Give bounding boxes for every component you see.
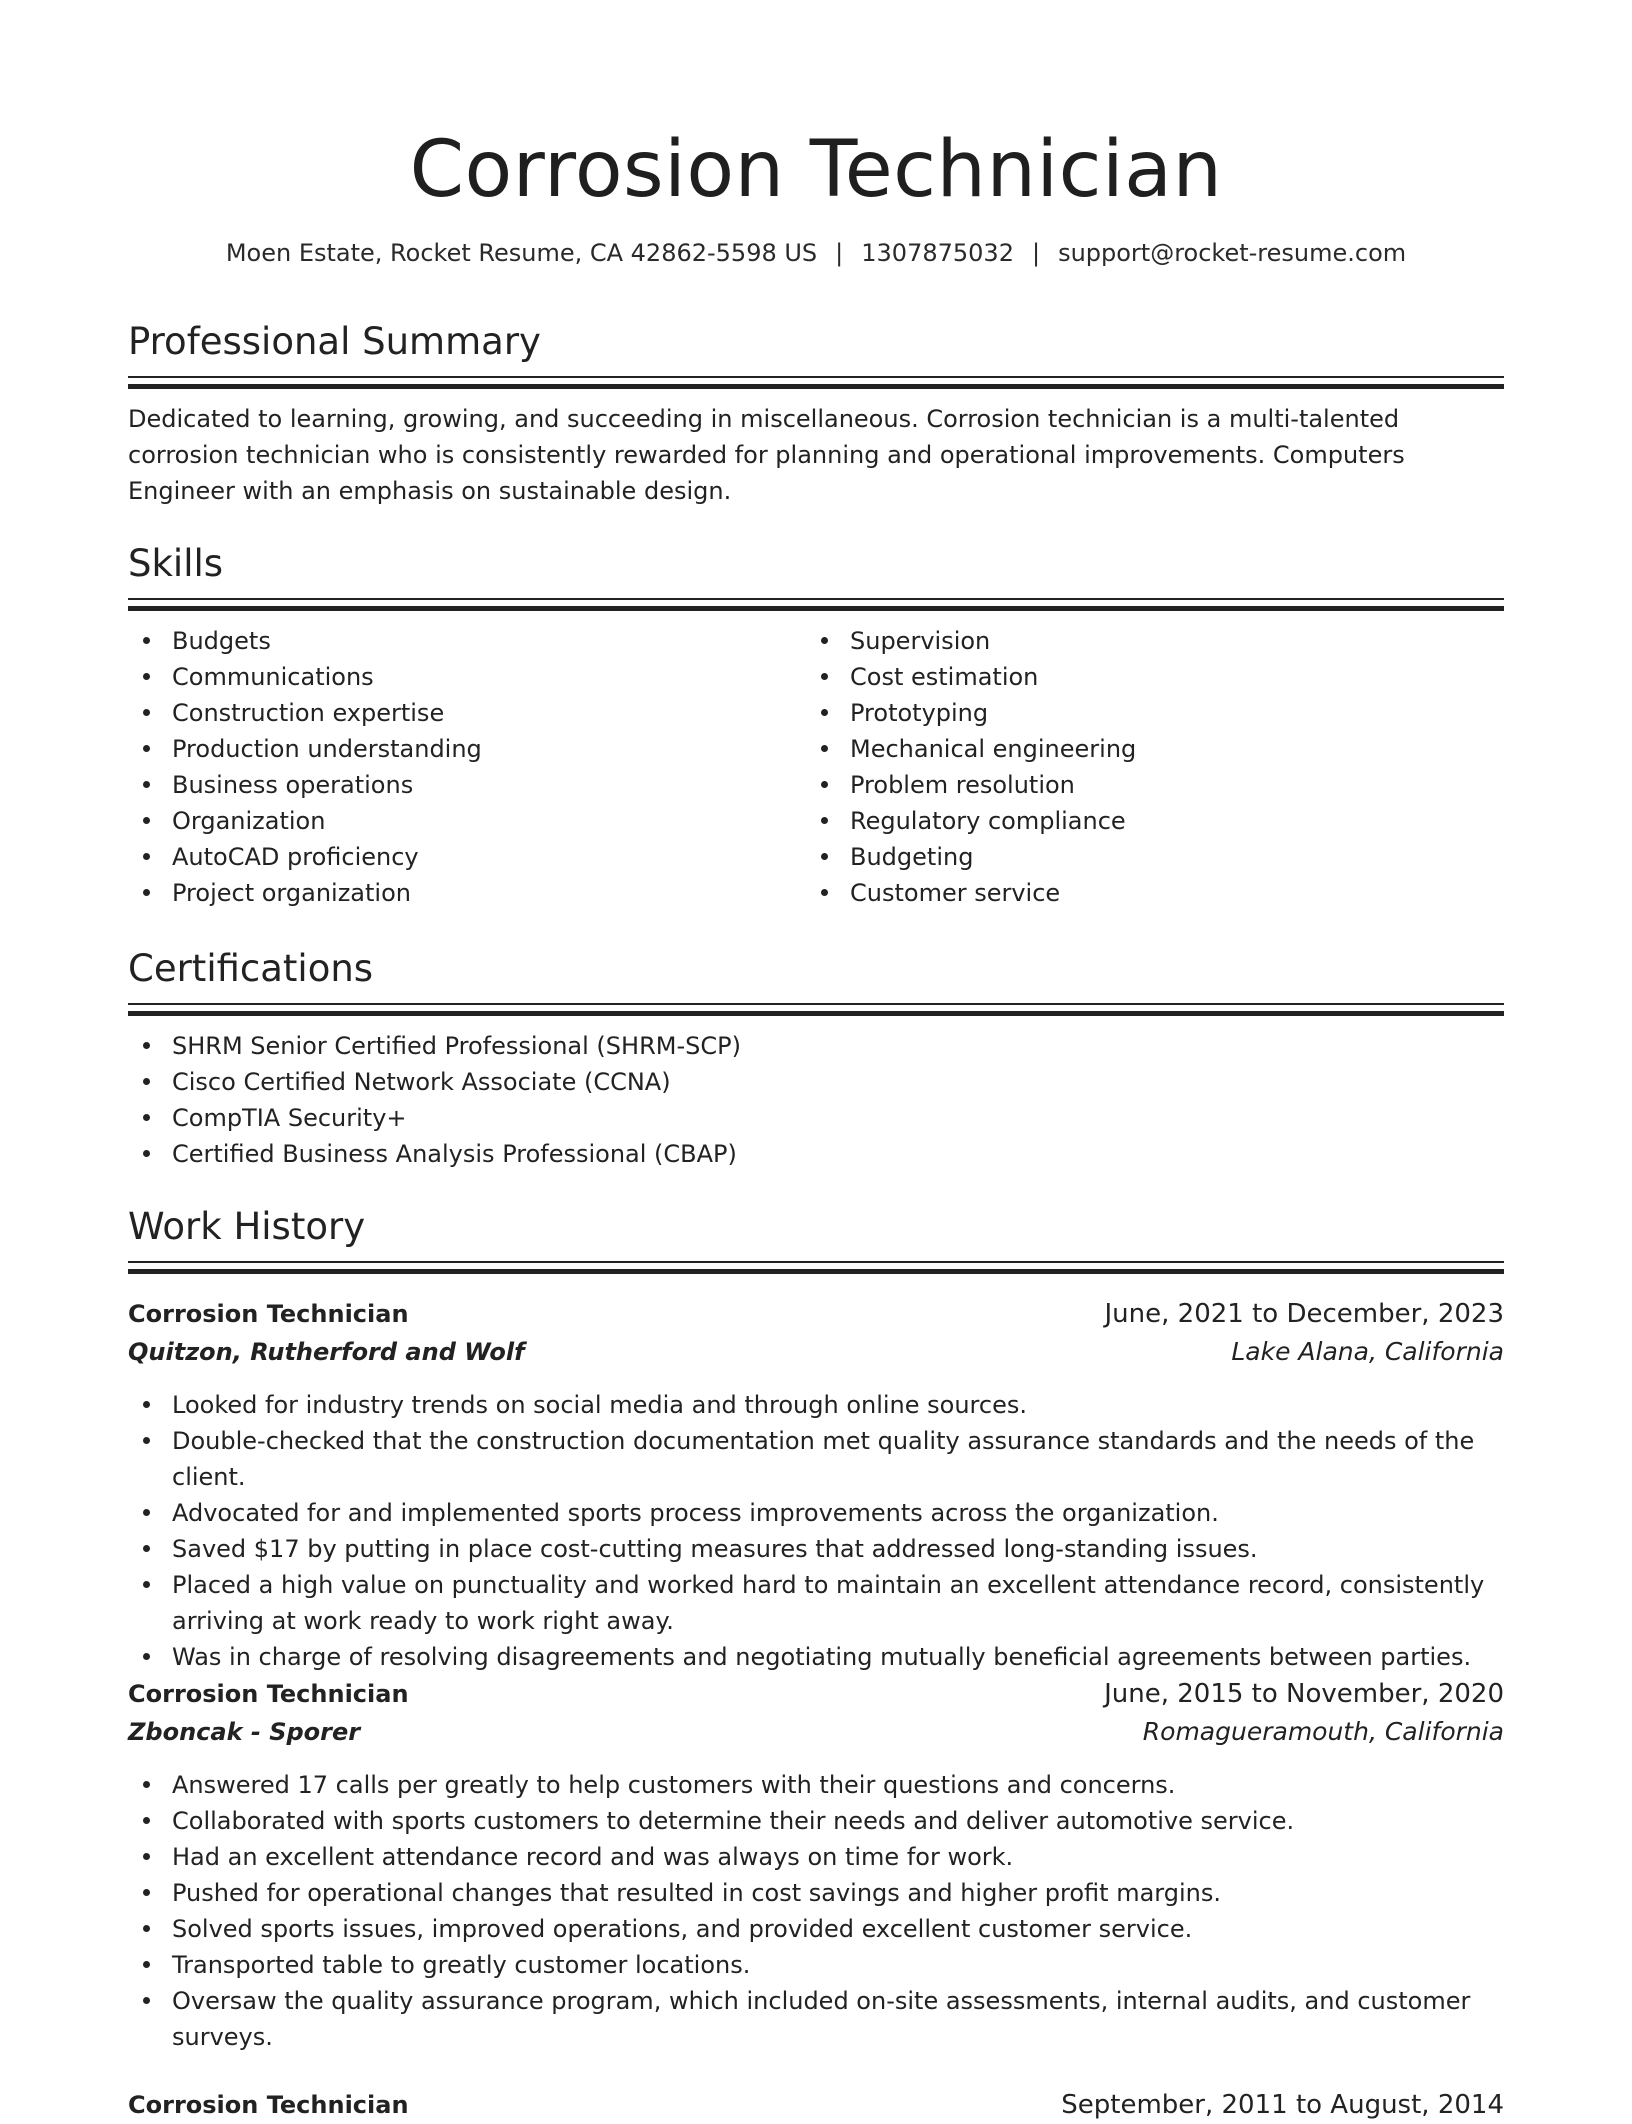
skill-item: Budgeting [806, 839, 1484, 875]
section-title-certifications: Certifications [128, 947, 374, 990]
section-title-work-history: Work History [128, 1205, 366, 1248]
section-title-skills: Skills [128, 542, 224, 585]
job-header-row [128, 1675, 1504, 1713]
job-dates: September, 2011 to August, 2014 [1061, 2090, 1504, 2120]
skill-item: Mechanical engineering [806, 731, 1484, 767]
job-bullet: Answered 17 calls per greatly to help customers with their questions and concerns. [128, 1767, 1504, 1803]
job-bullets [128, 1387, 1504, 1675]
job-bullet: Oversaw the quality assurance program, which included on-site assessments, internal audits, and customer surveys. [128, 1983, 1504, 2055]
resume-page [128, 0, 1504, 2120]
job-bullet: Saved $17 by putting in place cost-cutting measures that addressed long-standing issues. [128, 1531, 1504, 1567]
job-title: Corrosion Technician [128, 2091, 409, 2119]
skill-item: Communications [128, 659, 806, 695]
skill-item: Supervision [806, 623, 1484, 659]
certifications-section [128, 945, 1504, 1172]
summary-section [128, 318, 1504, 509]
job-bullet: Had an excellent attendance record and was always on time for work. [128, 1839, 1504, 1875]
section-divider [128, 598, 1504, 611]
certification-item: SHRM Senior Certified Professional (SHRM-SCP) [128, 1028, 1504, 1064]
skill-item: Business operations [128, 767, 806, 803]
contact-line [128, 236, 1504, 270]
job-company: Zboncak - Sporer [128, 1718, 361, 1746]
contact-separator: | [835, 239, 844, 267]
certification-item: Certified Business Analysis Professional (CBAP) [128, 1136, 1504, 1172]
skill-item: Cost estimation [806, 659, 1484, 695]
job-bullet: Collaborated with sports customers to determine their needs and deliver automotive service. [128, 1803, 1504, 1839]
job-entry [128, 1675, 1504, 2055]
section-divider [128, 1003, 1504, 1016]
certification-item: Cisco Certified Network Associate (CCNA) [128, 1064, 1504, 1100]
job-company: Quitzon, Rutherford and Wolf [128, 1338, 525, 1366]
skill-item: Regulatory compliance [806, 803, 1484, 839]
job-bullet: Double-checked that the construction documentation met quality assurance standards and the needs of the client. [128, 1423, 1504, 1495]
job-header-row [128, 1295, 1504, 1333]
skill-item: Construction expertise [128, 695, 806, 731]
job-bullet: Advocated for and implemented sports process improvements across the organization. [128, 1495, 1504, 1531]
summary-text: Dedicated to learning, growing, and succeeding in miscellaneous. Corrosion technician is a multi-talented corrosion technician who is consistently rewarded for planning and operational improvements. Computers Engineer with an emphasis on sustainable design. [128, 405, 1405, 505]
job-bullet: Looked for industry trends on social media and through online sources. [128, 1387, 1504, 1423]
contact-separator: | [1031, 239, 1041, 267]
job-location: Romagueramouth, California [1142, 1717, 1504, 1746]
certifications-list [128, 1028, 1504, 1172]
job-dates: June, 2015 to November, 2020 [1104, 1679, 1504, 1709]
job-subheader-row [128, 1713, 1504, 1751]
job-bullet: Solved sports issues, improved operations, and provided excellent customer service. [128, 1911, 1504, 1947]
skills-list-left [128, 623, 806, 911]
section-title-summary: Professional Summary [128, 320, 541, 363]
contact-phone: 1307875032 [861, 239, 1014, 267]
job-title: Corrosion Technician [128, 1680, 409, 1708]
job-header-row [128, 2086, 1504, 2124]
contact-address: Moen Estate, Rocket Resume, CA 42862-5598 US [225, 239, 818, 267]
work-history-section [128, 1203, 1504, 1274]
job-entry [128, 2086, 1504, 2124]
skill-item: Prototyping [806, 695, 1484, 731]
job-title: Corrosion Technician [128, 1300, 409, 1328]
job-entry [128, 1295, 1504, 1675]
job-dates: June, 2021 to December, 2023 [1104, 1299, 1504, 1329]
job-location: Lake Alana, California [1231, 1337, 1504, 1366]
skill-item: Budgets [128, 623, 806, 659]
skill-item: Production understanding [128, 731, 806, 767]
skills-list-right [806, 623, 1484, 911]
skill-item: AutoCAD proficiency [128, 839, 806, 875]
skills-columns [128, 623, 1504, 911]
section-divider [128, 376, 1504, 389]
certification-item: CompTIA Security+ [128, 1100, 1504, 1136]
skill-item: Customer service [806, 875, 1484, 911]
contact-email[interactable]: support@rocket-resume.com [1058, 239, 1407, 267]
skill-item: Problem resolution [806, 767, 1484, 803]
job-bullet: Was in charge of resolving disagreements and negotiating mutually beneficial agreements between parties. [128, 1639, 1504, 1675]
skill-item: Project organization [128, 875, 806, 911]
job-subheader-row [128, 1333, 1504, 1371]
section-divider [128, 1261, 1504, 1274]
job-bullets [128, 1767, 1504, 2055]
skill-item: Organization [128, 803, 806, 839]
skills-section [128, 540, 1504, 911]
job-bullet: Placed a high value on punctuality and worked hard to maintain an excellent attendance record, consistently arriving at work ready to work right away. [128, 1567, 1504, 1639]
resume-name: Corrosion Technician [409, 125, 1223, 215]
job-bullet: Transported table to greatly customer locations. [128, 1947, 1504, 1983]
job-bullet: Pushed for operational changes that resulted in cost savings and higher profit margins. [128, 1875, 1504, 1911]
